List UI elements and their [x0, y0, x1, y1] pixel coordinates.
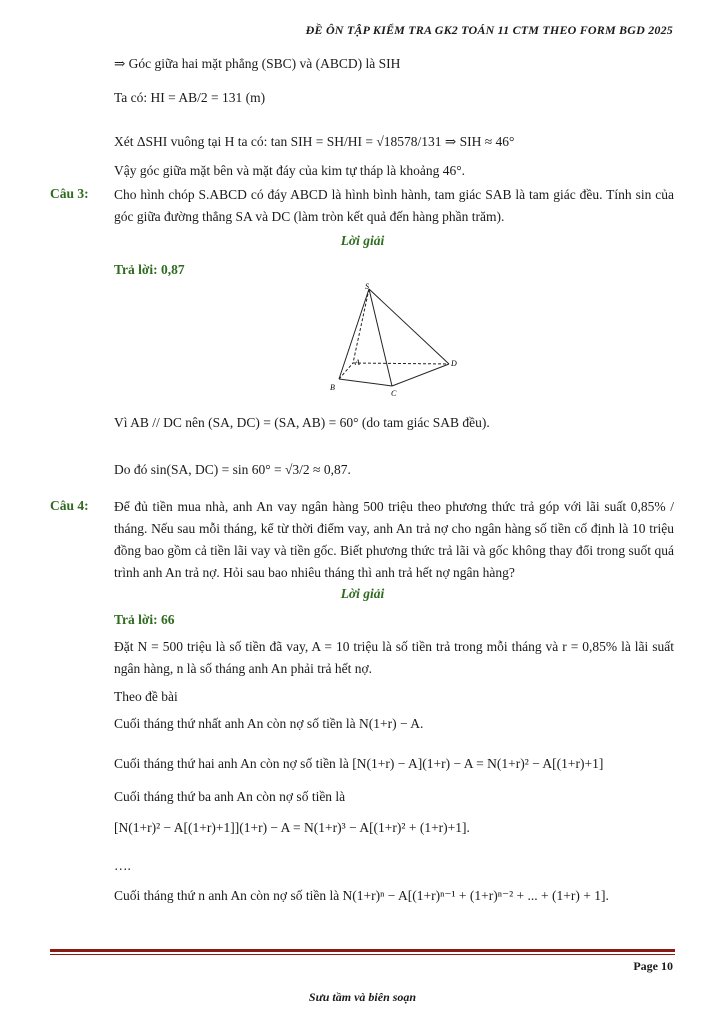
- edge-sa: [353, 289, 369, 363]
- footer-rule-thin: [50, 954, 675, 955]
- q3-solution-title: Lời giải: [340, 233, 385, 248]
- edge-cd: [392, 364, 449, 386]
- xet-line: Xét ΔSHI vuông tại H ta có: tan SIH = SH/HI = √18578/131 ⇒ SIH ≈ 46°: [114, 134, 515, 149]
- edge-sc: [369, 289, 392, 386]
- q4-solution-title: Lời giải: [340, 586, 385, 601]
- q3-step1: Vì AB // DC nên (SA, DC) = (SA, AB) = 60° (do tam giác SAB đều).: [114, 415, 490, 430]
- q4-answer: Trả lời: 66: [114, 612, 175, 627]
- ta-co-line: Ta có: HI = AB/2 = 131 (m): [114, 90, 266, 105]
- q4-label: Câu 4:: [50, 498, 89, 513]
- edge-sb: [339, 289, 369, 379]
- q4-define: Đặt N = 500 triệu là số tiền đã vay, A = 10 triệu là số tiền trả trong mỗi tháng và r = 0,85% là lãi suất ngân hàng, n là số tháng anh An phải trả hết nợ.: [114, 639, 674, 676]
- page-header: ĐỀ ÔN TẬP KIỂM TRA GK2 TOÁN 11 CTM THEO FORM BGD 2025: [305, 23, 673, 37]
- conclusion-line: Vậy góc giữa mặt bên và mặt đáy của kim tự tháp là khoảng 46°.: [114, 163, 466, 178]
- label-d: D: [451, 359, 457, 368]
- q3-label: Câu 3:: [50, 186, 89, 201]
- label-b: B: [330, 383, 335, 392]
- pyramid-figure: [325, 280, 465, 398]
- q4-month3: [N(1+r)² − A[(1+r)+1]](1+r) − A = N(1+r)³ − A[(1+r)² + (1+r)+1].: [114, 820, 470, 835]
- footer-rule-thick: [50, 949, 675, 952]
- page-number: Page 10: [633, 959, 673, 973]
- label-c: C: [391, 389, 397, 398]
- label-a: A: [355, 358, 360, 367]
- q3-step2: Do đó sin(SA, DC) = sin 60° = √3/2 ≈ 0,87.: [114, 462, 351, 477]
- angle-line: ⇒ Góc giữa hai mặt phẳng (SBC) và (ABCD) là SIH: [114, 56, 401, 71]
- q4-text: Để đủ tiền mua nhà, anh An vay ngân hàng 500 triệu theo phương thức trả góp với lãi suất 0,85% / tháng. Nếu sau mỗi tháng, kể từ thời điểm vay, anh An trả nợ cho ngân hàng số tiền cố định là 10 triệu đồng bao gồm cả tiền lãi vay và tiền gốc. Biết phương thức trả lãi và gốc không thay đổi trong suốt quá trình anh An trả nợ. Hỏi sau bao nhiêu tháng thì anh trả hết nợ ngân hàng?: [114, 499, 674, 580]
- footer-source: Sưu tầm và biên soạn: [308, 990, 417, 1004]
- edge-sd: [369, 289, 449, 364]
- edge-ba: [339, 363, 353, 379]
- q4-theo-de: Theo đề bài: [114, 689, 178, 704]
- q3-text: Cho hình chóp S.ABCD có đáy ABCD là hình bình hành, tam giác SAB là tam giác đều. Tính sin của góc giữa đường thẳng SA và DC (làm tròn kết quả đến hàng phần trăm).: [114, 187, 674, 224]
- q4-month1: Cuối tháng thứ nhất anh An còn nợ số tiền là N(1+r) − A.: [114, 716, 424, 731]
- label-s: S: [365, 282, 369, 291]
- edge-ad: [353, 363, 449, 364]
- q4-month2: Cuối tháng thứ hai anh An còn nợ số tiền là [N(1+r) − A](1+r) − A = N(1+r)² − A[(1+r)+1]: [114, 756, 604, 771]
- edge-bc: [339, 379, 392, 386]
- q4-dots: ….: [114, 858, 131, 873]
- q4-month3-intro: Cuối tháng thứ ba anh An còn nợ số tiền là: [114, 789, 346, 804]
- q4-monthn: Cuối tháng thứ n anh An còn nợ số tiền là N(1+r)ⁿ − A[(1+r)ⁿ⁻¹ + (1+r)ⁿ⁻² + ... + (1+r) + 1].: [114, 888, 609, 903]
- q3-answer: Trả lời: 0,87: [114, 262, 185, 277]
